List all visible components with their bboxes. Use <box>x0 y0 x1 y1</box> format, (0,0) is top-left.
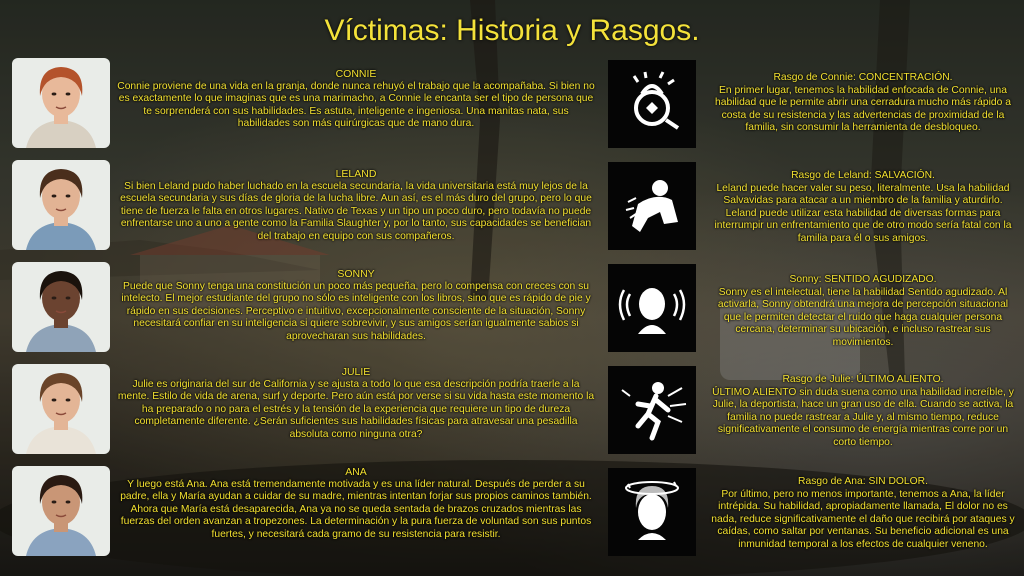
victim-name: JULIE <box>341 366 371 378</box>
trait-description <box>708 374 1018 450</box>
shoulder-tackle-icon <box>608 162 696 250</box>
page-title: Víctimas: Historia y Rasgos. <box>324 14 700 47</box>
portrait-julie <box>12 364 110 454</box>
victim-bio-text: Y luego está Ana. Ana está tremendamente motivada y es una líder natural. Después de perder a su padre, ella y María ayudan a cuidar de su madre, mientras intentan forjar sus propios caminos también. Ahora que María está desaparecida, Ana ya no se queda sentada de brazos cruzados mientras las fuerzas del orden avanzan a tropezones. La determinación y la pura fuerza de voluntad son sus puntos fuertes, y necesitará cada gramo de su resistencia para resistir. <box>120 478 592 540</box>
victim-bio-text: Puede que Sonny tenga una constitución un poco más pequeña, pero lo compensa con creces con su intelecto. El mejor estudiante del grupo no sólo es inteligente con los libros, sino que es rápido de pie y rápido en sus decisiones. Perceptivo e intuitivo, excepcionalmente consciente de la situación, Sonny necesitará confiar en su inteligencia si quiere sobrevivir, y sus amigos serían igualmente sabios si aprovecharan sus habilidades. <box>121 280 591 342</box>
portrait-leland <box>12 160 110 250</box>
victim-bio <box>116 268 596 344</box>
victim-name: LELAND <box>335 168 377 180</box>
trait-text: Por último, pero no menos importante, tenemos a Ana, la líder intrépida. Su habilidad, apropiadamente llamada, El dolor no es nada, reduce significativamente el daño que recibirá por ataques y caídas, como saltar por ventanas. Su beneficio adicional es una inmunidad temporal a los efectos de cualquier veneno. <box>711 488 1015 550</box>
portrait-illustration <box>12 466 110 556</box>
trait-description <box>708 170 1018 246</box>
trait-description <box>708 274 1018 350</box>
trait-text: En primer lugar, tenemos la habilidad enfocada de Connie, una habilidad que le permite abrir una cerradura mucho más rápido a costa de su resistencia y las advertencias de proximidad de la familia, sin consumir la herramienta de desbloqueo. <box>715 84 1011 134</box>
trait-title: Rasgo de Julie: ÚLTIMO ALIENTO. <box>782 374 944 385</box>
trait-title: Sonny: SENTIDO AGUDIZADO. <box>789 274 937 285</box>
trait-text: ÚLTIMO ALIENTO sin duda suena como una habilidad increíble, y Julie, la deportista, hace un gran uso de ella. Cuando se activa, la familia no puede rastrear a Julie y, al mismo tiempo, reduce significativamente el consumo de energía mientras corre por un corto tiempo. <box>712 386 1014 448</box>
victim-bio <box>116 466 596 542</box>
portrait-illustration <box>12 160 110 250</box>
victim-bio-text: Si bien Leland pudo haber luchado en la escuela secundaria, la vida universitaria está muy lejos de la escuela secundaria y sus días de gloria de la lucha libre. Aun así, es el más duro del grupo, pero lo que tiene de fuerza le falta en otros lugares. Nativo de Texas y un tipo un poco duro, pero todavía no puede enfrentarse uno a uno a gente como la Familia Slaughter y, por lo tanto, sus capacidades se benefician del trabajo en equipo con sus compañeros. <box>120 180 592 242</box>
trait-title: Rasgo de Leland: SALVACIÓN. <box>791 170 935 181</box>
listening-head-icon <box>608 264 696 352</box>
trait-description <box>708 476 1018 552</box>
portrait-sonny <box>12 262 110 352</box>
victim-bio-text: Connie proviene de una vida en la granja, donde nunca rehuyó el trabajo que la acompañaba. Si bien no es exactamente lo que imaginas que es una marimacho, a Connie le encanta ser el tipo de persona que te sorprenderá con sus habilidades. Es astuta, inteligente e ingeniosa. Una manitas nata, sus habilidades son más quirúrgicas que de mano dura. <box>117 80 595 130</box>
portrait-ana <box>12 466 110 556</box>
running-figure-icon <box>608 366 696 454</box>
victim-name: CONNIE <box>335 68 377 80</box>
trait-title: Rasgo de Ana: SIN DOLOR. <box>798 476 928 487</box>
victim-bio-text: Julie es originaria del sur de California y se ajusta a todo lo que esa descripción podría traerle a la mente. Estilo de vida de arena, surf y deporte. Pero aún está por verse si su vida hasta este momento la ha preparado o no para el estrés y la tensión de la experiencia que requiere un tipo de dureza completamente diferente. ¿Serán suficientes sus habilidades físicas para atravesar una pesadilla absoluta como ninguna otra? <box>117 378 595 440</box>
portrait-illustration <box>12 364 110 454</box>
victim-bio <box>116 366 596 442</box>
dizzy-head-icon <box>608 468 696 556</box>
trait-text: Sonny es el intelectual, tiene la habilidad Sentido agudizado. Al activarla, Sonny obtendrá una mejora de percepción situacional que le permiten detectar el ruido que haga cualquier persona cercana, determinar su ubicación, e incluso rastrear sus movimientos. <box>717 286 1009 348</box>
portrait-illustration <box>12 262 110 352</box>
victim-name: ANA <box>345 466 367 478</box>
victim-bio <box>116 168 596 244</box>
victim-name: SONNY <box>337 268 375 280</box>
trait-title: Rasgo de Connie: CONCENTRACIÓN. <box>773 72 953 83</box>
trait-text: Leland puede hacer valer su peso, literalmente. Usa la habilidad Salvavidas para atacar a un miembro de la familia y aturdirlo. Leland puede utilizar esta habilidad de diversas formas para interrumpir un enfrentamiento que de otro modo sería fatal con la familia para él o sus amigos. <box>714 182 1012 244</box>
